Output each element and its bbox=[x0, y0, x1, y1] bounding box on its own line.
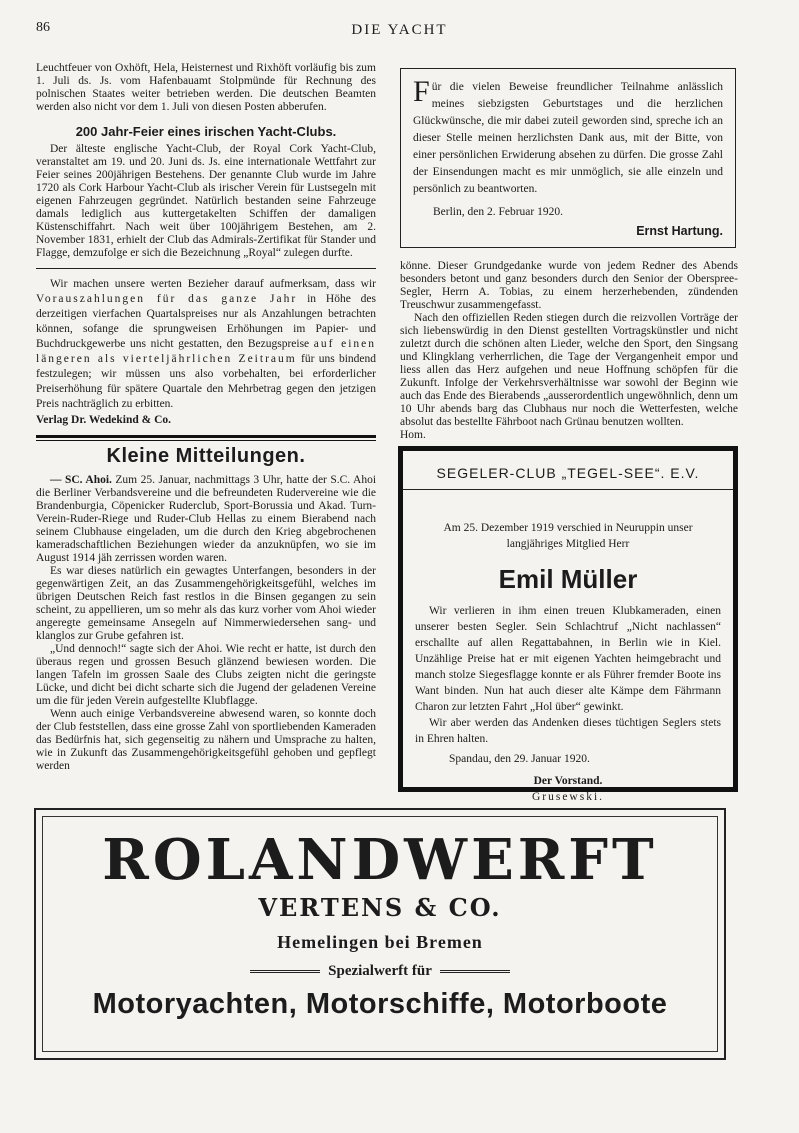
page-number: 86 bbox=[36, 20, 50, 35]
thanks-date: Berlin, den 2. Februar 1920. bbox=[433, 206, 563, 218]
continuation-signature: Hom. bbox=[400, 429, 426, 441]
continuation-paragraph-1: könne. Dieser Grundgedanke wurde von jedem Redner des Abends besonders betont und ganz besonders durch den Senior der Oberspree-Segler, Herrn A. Tobias, zu einem herzerhebenden, zündenden Treuschwur zusammengefasst. bbox=[400, 260, 738, 311]
ad-specialty-row bbox=[43, 963, 717, 980]
obituary-club-title: SEGELER-CLUB „TEGEL-SEE“. E.V. bbox=[436, 465, 700, 481]
notice-text-mid: in Höhe des derzeitigen vierfachen Quartalspreises nur als Anzahlungen betrachten können, sofange die sprungweisen Erhöhungen im Papier- und Buchdruckgewerbe uns nicht gestatten, den Bezugspreise bbox=[36, 293, 377, 350]
left-column bbox=[36, 62, 376, 773]
drop-cap: F bbox=[413, 75, 430, 108]
thanks-body: ür die vielen Beweise freundlicher Teilnahme anlässlich meines siebzigsten Geburtstages und die herzlichen Glückwünsche, die mir dabei zuteil geworden sind, spreche ich an dieser Stelle meinen herzlichsten Dank aus, mit der Bitte, von einer persönlichen Erwiderung absehen zu dürfen. Die grosse Zahl der Einsendungen macht es mir unmöglich, sie alle einzeln und persönlich zu beantworten. bbox=[413, 81, 723, 195]
section-heading: Kleine Mitteilungen. bbox=[106, 445, 306, 467]
obituary-intro: Am 25. Dezember 1919 verschied in Neuruppin unser langjähriges Mitglied Herr bbox=[443, 522, 693, 550]
right-continuation bbox=[400, 260, 738, 442]
ad-company: VERTENS & CO. bbox=[258, 893, 502, 922]
ad-rule-left bbox=[250, 970, 320, 973]
ad-products: Motoryachten, Motorschiffe, Motorboote bbox=[92, 988, 668, 1020]
advertisement-inner bbox=[42, 816, 718, 1052]
thanks-name: Ernst Hartung. bbox=[636, 224, 723, 238]
paragraph-3: „Und dennoch!“ sagte sich der Ahoi. Wie recht er hatte, ist durch den überaus regen und grossen Besuch glänzend bewiesen worden. Die langen Tafeln im grossen Saale des Clubs zeigten nicht die geringste Lücke, und dicht bei dicht scharte sich die Jugend der geladenen Vereine um die für jeden Verein aufgestellte Klubflagge. bbox=[36, 643, 376, 707]
obituary-signer: Grusewski. bbox=[531, 791, 605, 803]
club-text: Zum 25. Januar, nachmittags 3 Uhr, hatte der S.C. Ahoi die Berliner Verbandsvereine und die befreundeten Rudervereine wie die Brandenburgia, Cöpenicker Ruderclub, Sport-Borussia und Akad. Turn-Verein-Ruder-Riege und Ruder-Club Hellas zu einem Bierabend nach seinem Clubhause eingeladen, um die durch den Krieg abgebrochenen kameradschaftlichen Beziehungen wieder da anzuknüpfen, wo sie im August 1914 jäh zerrissen worden waren. bbox=[36, 474, 377, 564]
ad-specialty: Spezialwerft für bbox=[328, 963, 432, 979]
subscriber-notice bbox=[36, 277, 376, 412]
obituary-box bbox=[398, 446, 738, 803]
paragraph-4: Wenn auch einige Verbandsvereine abwesend waren, so konnte doch der Club feststellen, dass eine grosse Zahl von sportliebenden Kameraden das Bedürfnis hat, sich gegenseitig zu nähern und Umsprache zu halten, wie in Zukunft das Zusammengehörigkeitsgefühl gehoben und gepflegt werden bbox=[36, 708, 376, 772]
publisher-signature: Verlag Dr. Wedekind & Co. bbox=[36, 414, 172, 426]
thin-divider bbox=[36, 440, 376, 441]
intro-paragraph: Leuchtfeuer von Oxhöft, Hela, Heisternest und Rixhöft vorläufig bis zum 1. Juli ds. Js. vom Hafenbauamt Stolpmünde für Rechnung des polnischen Staates weiter betrieben werden. Die deutschen Beamten werden also nicht vor dem 1. Juli von diesen Posten abberufen. bbox=[36, 62, 376, 113]
notice-text-post: für uns bindend festzulegen; wir müssen uns also vorbehalten, bei erforderlicher Preiserhöhung für spätere Quartale den Mehrbetrag gegen den jetzigen Preis nachträglich zu erbitten. bbox=[36, 353, 376, 410]
article-title: 200 Jahr-Feier eines irischen Yacht-Clubs. bbox=[75, 124, 337, 139]
ad-brand: ROLANDWERFT bbox=[102, 827, 658, 893]
obituary-body: Wir verlieren in ihm einen treuen Klubkameraden, einen unserer besten Segler. Sein Schlachtruf „Nicht nachlassen“ erschallte auf allen Regattabahnen, in Berlin wie in Kiel. Unzählige Preise hat er mit eigenen Yachten heimgebracht und manch stolze Siegesflagge konnte er als Führer fremder Boote ins Want binden. Nun hat auch dieser alte Kämpe dem Fährmann Charon zur letzten Fahrt „Hol über“ gewinkt. bbox=[415, 605, 721, 713]
obituary-rule bbox=[403, 489, 733, 490]
running-title: DIE YACHT bbox=[351, 22, 448, 38]
paragraph-2: Es war dieses natürlich ein gewagtes Unterfangen, besonders in der gegenwärtigen Zeit, an das Zusammengehörigkeitsgefühl, welches im übrigen Deutschen Reich fast restlos in die Binsen gegangen zu sein scheint, zu appellieren, um so mehr als das kurz vorher vom Ahoi wieder angeregte gemeinsame Ansegeln auf Nimmerwiedersehen sang- und klanglos zur Grube gefahren ist. bbox=[36, 565, 376, 642]
obituary-signature: Der Vorstand. bbox=[533, 775, 603, 787]
notice-spaced-2: auf einen längeren als vierteljährlichen Zeitraum bbox=[36, 338, 376, 365]
advertisement bbox=[34, 808, 726, 1060]
ad-location: Hemelingen bei Bremen bbox=[277, 932, 483, 952]
continuation-paragraph-2: Nach den offiziellen Reden stiegen durch die reizvollen Vorträge der sich liebenswürdig in den Dienst gestellten Vortragskünstler und nicht zuletzt durch die schönen alten Lieder, welche den Sport, den Singsang und Klingklang verherrlichen, die Tage der Vergangenheit empor und liess allen das Herz aufgehen und neue Hoffnung schöpfen für die Zukunft. Infolge der Verkehrsverhältnisse war sowohl der Beginn wie auch das Ende des Bierabends „ausserordentlich ungewöhnlich, denn um 10 Uhr abends barg das Clubhaus nur noch die Wetterfesten, welche absolut das bestellte Fährboot nach Grünau benutzen wollten. bbox=[400, 312, 738, 428]
notice-text-pre: Wir machen unsere werten Bezieher darauf aufmerksam, dass wir bbox=[50, 278, 376, 290]
notice-spaced-1: Vorauszahlungen für das ganze Jahr bbox=[36, 293, 298, 305]
club-paragraph bbox=[36, 474, 376, 565]
thick-divider bbox=[36, 435, 376, 438]
thanks-text bbox=[413, 75, 723, 198]
obituary-name: Emil Müller bbox=[498, 564, 638, 594]
obituary-date: Spandau, den 29. Januar 1920. bbox=[449, 753, 590, 765]
club-name: — SC. Ahoi. bbox=[50, 474, 112, 486]
article-paragraph: Der älteste englische Yacht-Club, der Royal Cork Yacht-Club, veranstaltet am 19. und 20. Juni ds. Js. eine internationale Wettfahrt zur Feier seines 200jährigen Bestehens. Der genannte Club wurde im Jahre 1720 als Cork Harbour Yacht-Club als irischer Verein für Lustsegeln mit eigenen Fahrzeugen gegründet. Natürlich bestanden seine Fahrzeuge damals lediglich aus kuttergetakelten Schiffen der damaligen Küstenschiffahrt. Nach weit über 100jährigem Bestehen, am 2. November 1831, erhielt der Club das Admirals-Zertifikat für Stander und Flagge, demzufolge er sich die Bezeichnung „Royal“ zulegen durfte. bbox=[36, 143, 376, 259]
obituary-closing: Wir aber werden das Andenken dieses tüchtigen Seglers stets in Ehren halten. bbox=[415, 717, 721, 745]
thanks-notice-box bbox=[400, 68, 736, 248]
ad-rule-right bbox=[440, 970, 510, 973]
divider bbox=[36, 268, 376, 269]
